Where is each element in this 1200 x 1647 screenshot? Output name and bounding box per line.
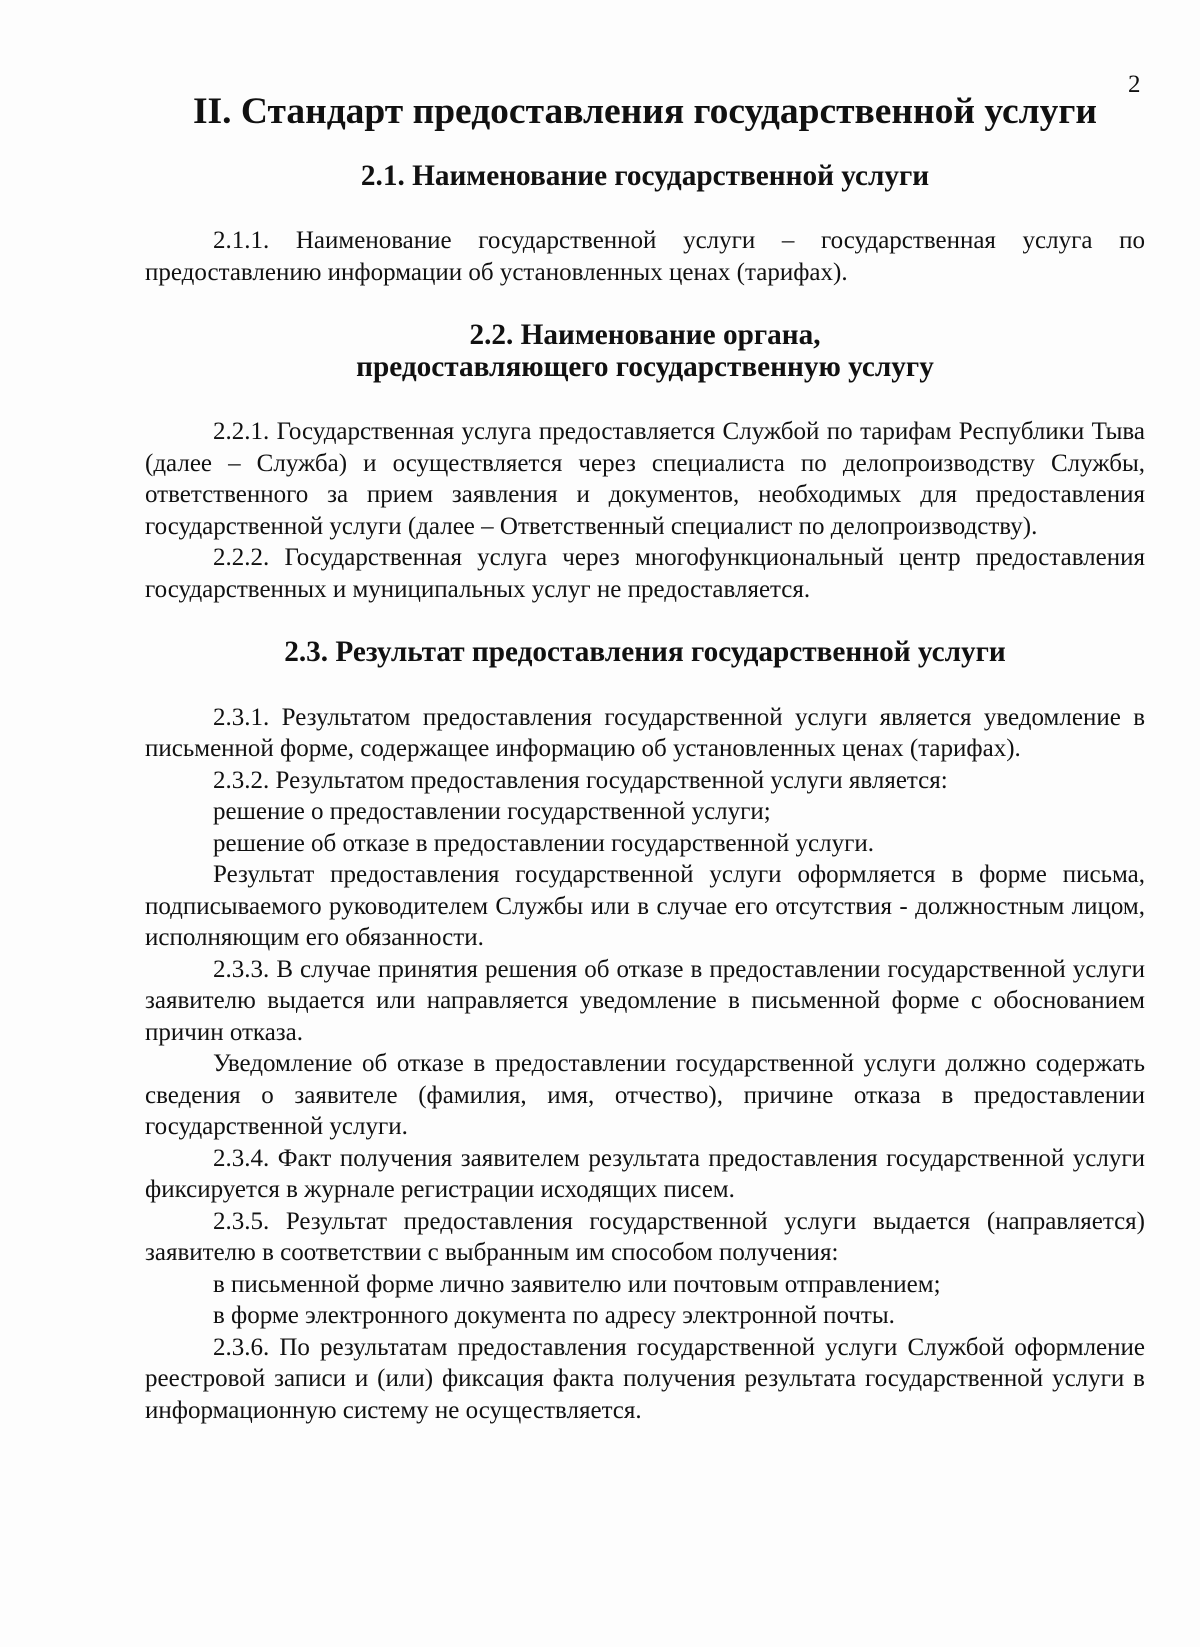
paragraph-2-3-1: 2.3.1. Результатом предоставления государственной услуги является уведомление в письменной форме, содержащее информацию об установленных ценах (тарифах). <box>145 703 1145 762</box>
section-title <box>145 91 1145 132</box>
paragraph-refusal-notice: Уведомление об отказе в предоставлении государственной услуги должно содержать сведения о заявителе (фамилия, имя, отчество), причине отказа в предоставлении государственной услуги. <box>145 1050 1145 1140</box>
paragraph-list-item: в форме электронного документа по адресу электронной почты. <box>213 1302 895 1329</box>
subsection-title-line: предоставляющего государственную услугу <box>356 350 934 383</box>
paragraph-list-item: в письменной форме лично заявителю или почтовым отправлением; <box>213 1270 941 1298</box>
section-title-line: II. Стандарт предоставления государственной услуги <box>192 91 1098 132</box>
paragraph-list-item: решение о предоставлении государственной услуги; <box>213 798 771 825</box>
subsection-title-2-2 <box>145 320 1145 383</box>
page-number: 2 <box>1128 71 1141 98</box>
subsection-title-line: 2.2. Наименование органа, <box>469 319 821 351</box>
paragraph-2-1-1: 2.1.1. Наименование государственной услуги – государственная услуга по предоставлению информации об установленных ценах (тарифах). <box>145 227 1145 286</box>
paragraph-result-form: Результат предоставления государственной услуги оформляется в форме письма, подписываемого руководителем Службы или в случае его отсутствия - должностным лицом, исполняющим его обязанности. <box>145 861 1145 951</box>
paragraph-list-item: решение об отказе в предоставлении государственной услуги. <box>213 829 874 857</box>
paragraph-2-3-4: 2.3.4. Факт получения заявителем результата предоставления государственной услуги фиксируется в журнале регистрации исходящих писем. <box>145 1144 1145 1203</box>
paragraph-2-3-6: 2.3.6. По результатам предоставления государственной услуги Службой оформление реестровой записи и (или) фиксация факта получения результата государственной услуги в информационную систему не осуществляется. <box>145 1333 1145 1424</box>
paragraph-2-2-2: 2.2.2. Государственная услуга через многофункциональный центр предоставления государственных и муниципальных услуг не предоставляется. <box>145 544 1145 603</box>
document-body <box>145 91 1145 1426</box>
subsection-title-2-3 <box>145 637 1145 669</box>
paragraph-2-3-5: 2.3.5. Результат предоставления государственной услуги выдается (направляется) заявителю в соответствии с выбранным им способом получения: <box>145 1207 1145 1266</box>
subsection-title-line: 2.3. Результат предоставления государственной услуги <box>284 636 1006 668</box>
subsection-title-2-1 <box>145 161 1145 193</box>
subsection-title-line: 2.1. Наименование государственной услуги <box>360 159 930 192</box>
paragraph-2-3-2: 2.3.2. Результатом предоставления государственной услуги является: <box>213 766 948 794</box>
paragraph-2-3-3: 2.3.3. В случае принятия решения об отказе в предоставлении государственной услуги заявителю выдается или направляется уведомление в письменной форме с обоснованием причин отказа. <box>145 955 1145 1046</box>
paragraph-2-2-1: 2.2.1. Государственная услуга предоставляется Службой по тарифам Республики Тыва (далее – Служба) и осуществляется через специалиста по делопроизводству Службы, ответственного за прием заявления и документов, необходимых для предоставления государственной услуги (далее – Ответственный специалист по делопроизводству). <box>145 418 1145 540</box>
